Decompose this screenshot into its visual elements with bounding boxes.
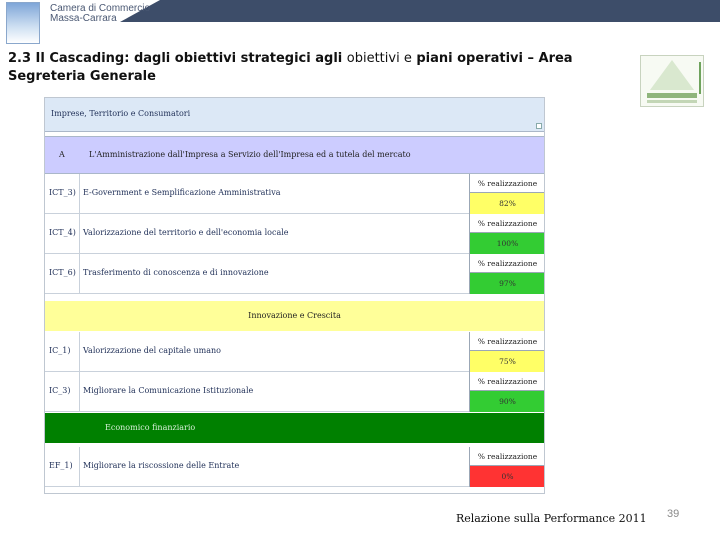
scroll-arrow-icon[interactable] — [536, 123, 542, 129]
section-band: Innovazione e Crescita — [45, 301, 544, 331]
footer-caption: Relazione sulla Performance 2011 — [456, 512, 647, 525]
kpi-cell: % realizzazione 0% — [469, 447, 544, 487]
kpi-value: 97% — [470, 273, 545, 294]
table-row: ICT_3) E-Government e Semplificazione Amministrativa % realizzazione 82% — [45, 174, 544, 214]
table-row: ICT_6) Trasferimento di conoscenza e di innovazione % realizzazione 97% — [45, 254, 544, 294]
pyramid-thumbnail — [640, 55, 704, 107]
area-row: A L'Amministrazione dall'Impresa a Servizio dell'Impresa ed a tutela del mercato — [45, 136, 544, 174]
table-row: IC_1) Valorizzazione del capitale umano % realizzazione 75% — [45, 332, 544, 372]
cascading-table — [44, 97, 545, 494]
kpi-cell: % realizzazione 97% — [469, 254, 544, 294]
kpi-value: 90% — [470, 391, 545, 412]
slide-title: 2.3 Il Cascading: dagli obiettivi strategici agli obiettivi e piani operativi – Area Segreteria Generale — [8, 51, 573, 84]
kpi-cell: % realizzazione 82% — [469, 174, 544, 214]
section-band: Economico finanziario — [45, 413, 544, 443]
table-heading: Imprese, Territorio e Consumatori — [45, 98, 544, 132]
table-row: ICT_4) Valorizzazione del territorio e dell'economia locale % realizzazione 100% — [45, 214, 544, 254]
chamber-emblem-icon — [6, 2, 40, 44]
pyramid-icon — [650, 60, 694, 90]
kpi-cell: % realizzazione 90% — [469, 372, 544, 412]
kpi-value: 100% — [470, 233, 545, 254]
kpi-value: 0% — [470, 466, 545, 487]
logo-text: Camera di Commercio Massa-Carrara — [50, 3, 151, 24]
kpi-value: 82% — [470, 193, 545, 214]
top-banner — [120, 0, 720, 22]
kpi-cell: % realizzazione 75% — [469, 332, 544, 372]
chamber-logo — [6, 2, 156, 42]
table-row: EF_1) Migliorare la riscossione delle Entrate % realizzazione 0% — [45, 447, 544, 487]
kpi-value: 75% — [470, 351, 545, 372]
kpi-cell: % realizzazione 100% — [469, 214, 544, 254]
table-row: IC_3) Migliorare la Comunicazione Istituzionale % realizzazione 90% — [45, 372, 544, 412]
page-number: 39 — [667, 508, 680, 520]
